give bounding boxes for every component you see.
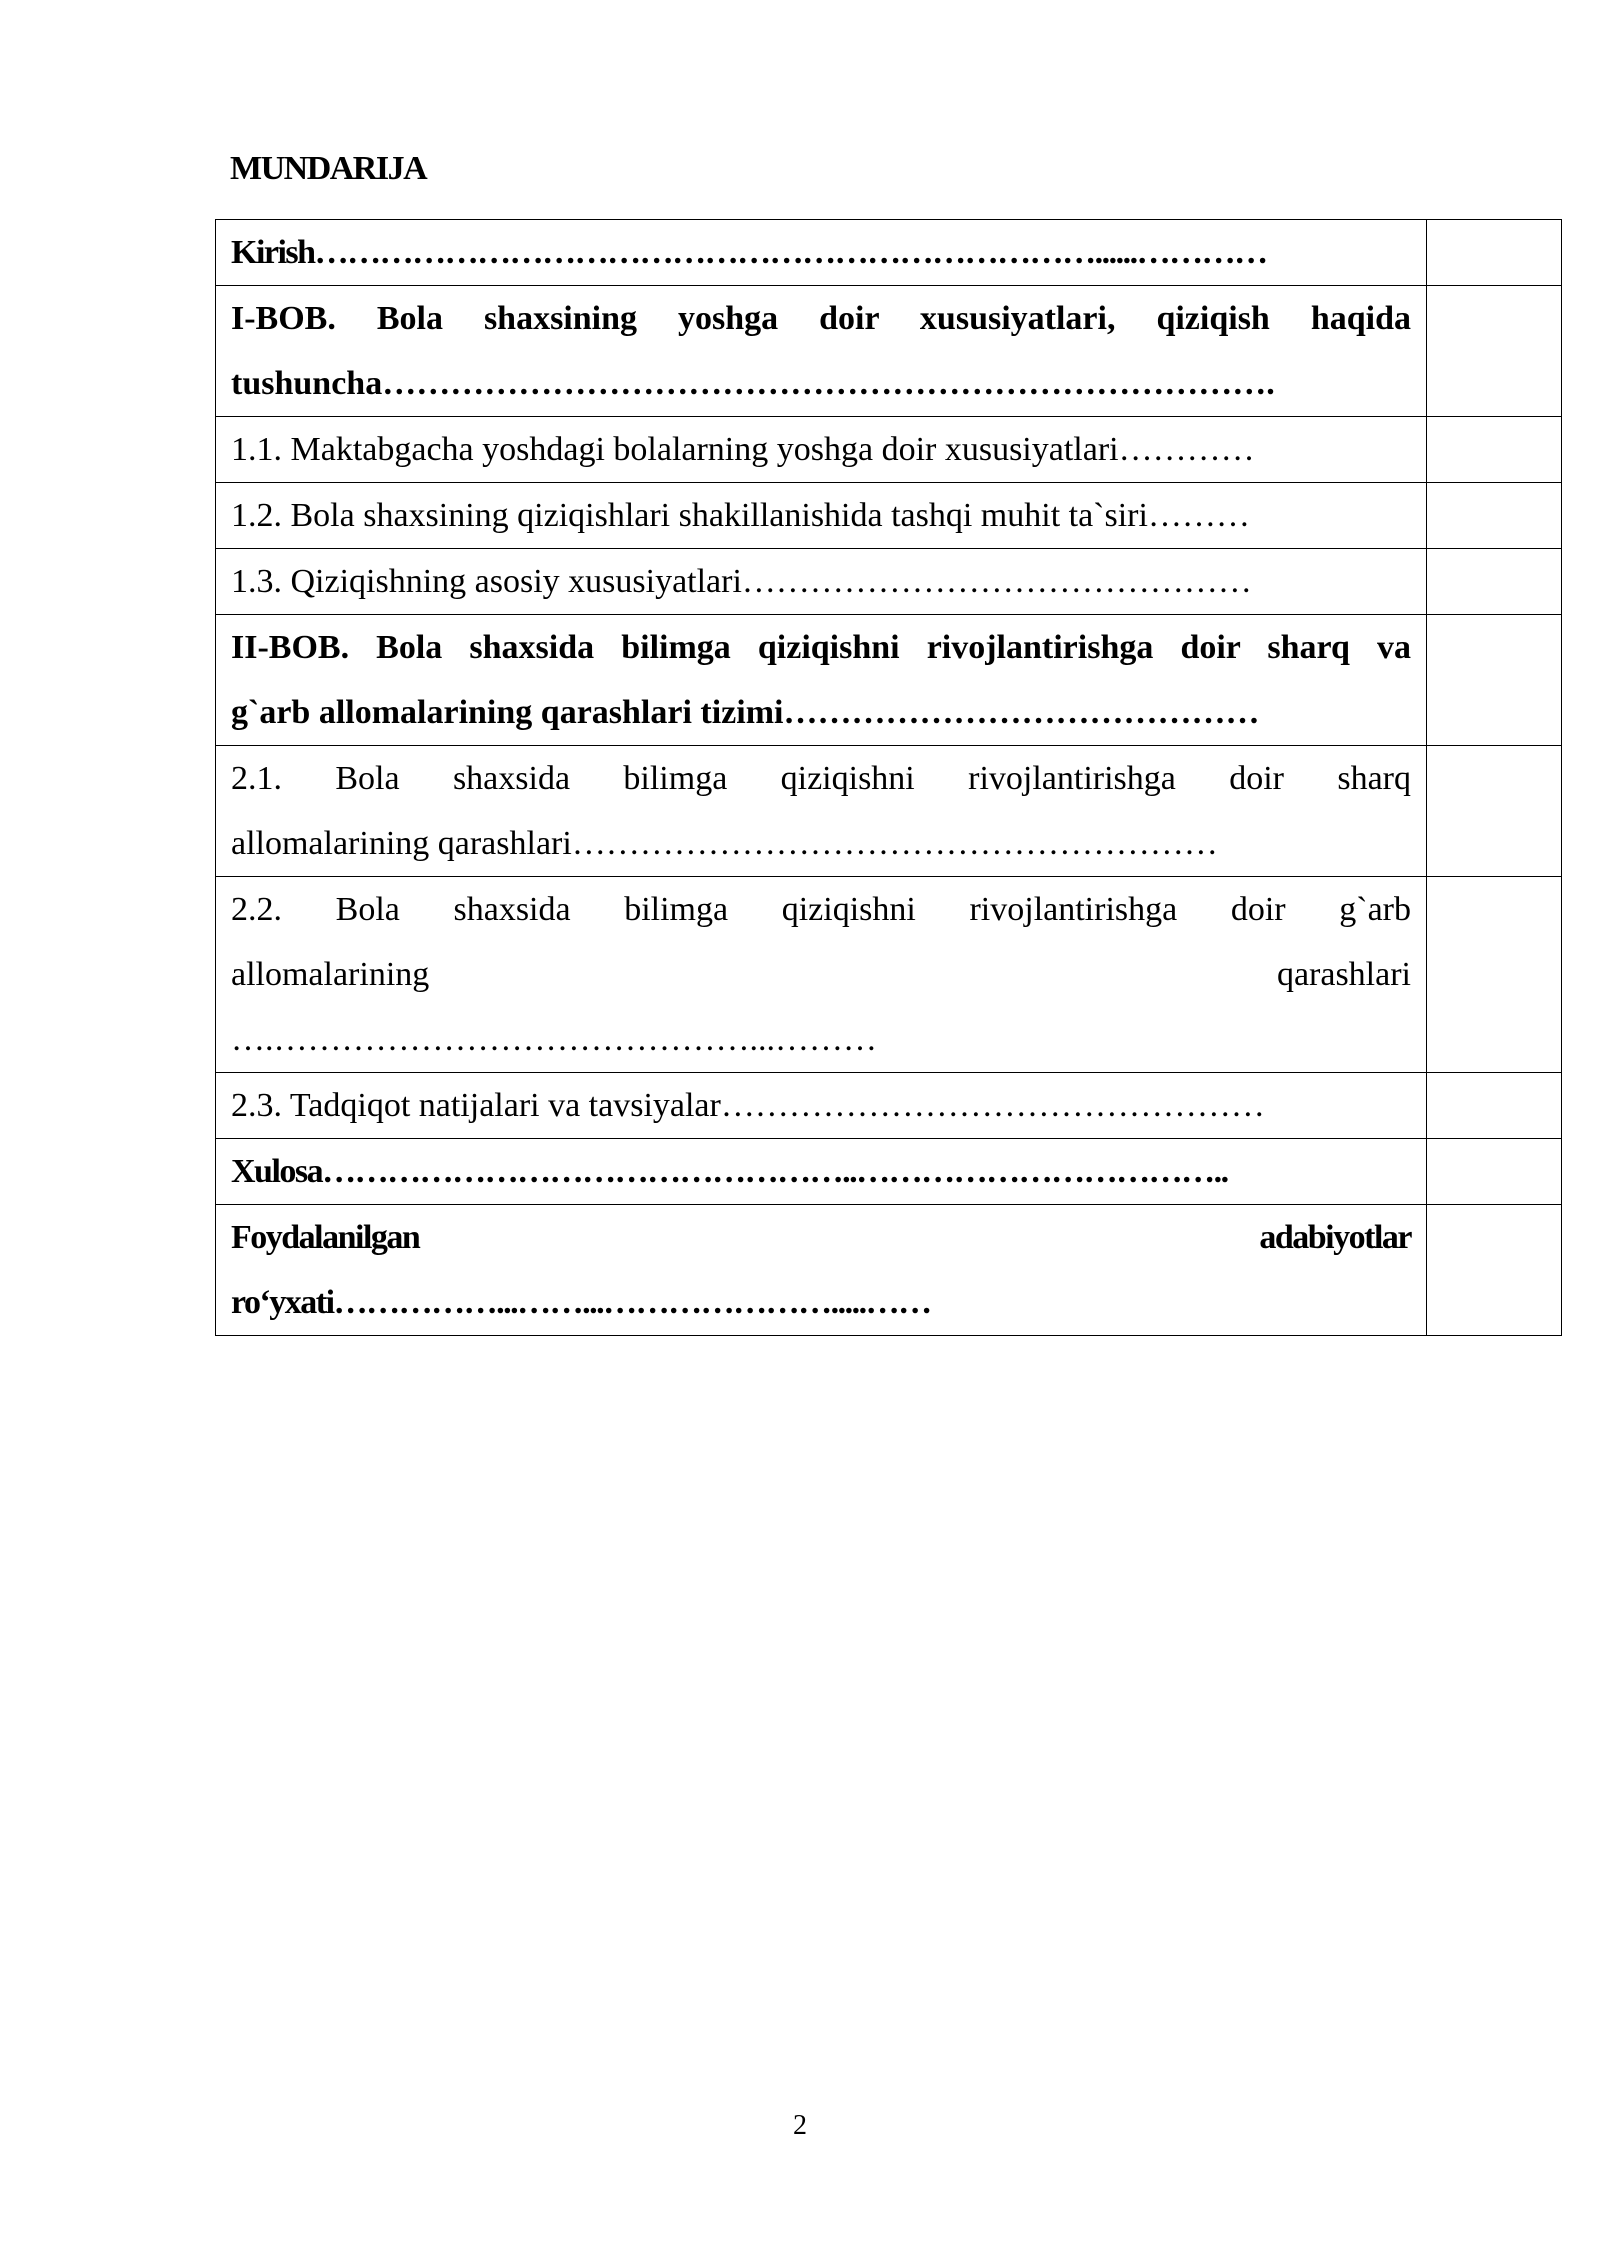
- toc-page-cell: [1427, 1073, 1562, 1139]
- toc-entry-chapter-1: [216, 286, 1427, 417]
- toc-entry-1-2: [216, 483, 1427, 549]
- toc-entry-2-2: [216, 877, 1427, 1073]
- toc-page-cell: [1427, 483, 1562, 549]
- toc-line: tushuncha…………………………………………………………………….: [231, 365, 1275, 402]
- table-row: [216, 483, 1562, 549]
- table-row: [216, 615, 1562, 746]
- toc-entry-1-3: [216, 549, 1427, 615]
- toc-page-cell: [1427, 286, 1562, 417]
- toc-line: 1.2. Bola shaxsining qiziqishlari shakillanishida tashqi muhit ta`siri………: [231, 497, 1250, 534]
- toc-line: 1.3. Qiziqishning asosiy xususiyatlari………………………………………: [231, 563, 1252, 600]
- toc-line: 2.3. Tadqiqot natijalari va tavsiyalar…………………………………………: [231, 1087, 1265, 1124]
- toc-page-cell: [1427, 877, 1562, 1073]
- toc-line: 1.1. Maktabgacha yoshdagi bolalarning yoshga doir xususiyatlari…………: [231, 431, 1255, 468]
- table-row: [216, 746, 1562, 877]
- toc-line: 2.2. Bola shaxsida bilimga qiziqishni rivojlantirishga doir g`arb: [231, 891, 1411, 928]
- toc-entry-xulosa: [216, 1139, 1427, 1205]
- table-row: [216, 1073, 1562, 1139]
- toc-line: II-BOB. Bola shaxsida bilimga qiziqishni rivojlantirishga doir sharq va: [231, 629, 1411, 666]
- toc-entry-2-3: [216, 1073, 1427, 1139]
- table-row: [216, 1205, 1562, 1336]
- toc-line: I-BOB. Bola shaxsining yoshga doir xususiyatlari, qiziqish haqida: [231, 300, 1411, 337]
- toc-line: Foydalanilgan adabiyotlar: [231, 1219, 1411, 1256]
- toc-line: allomalarining qarashlari…………………………………………………: [231, 825, 1218, 862]
- toc-entry-references: [216, 1205, 1427, 1336]
- toc-entry-1-1: [216, 417, 1427, 483]
- toc-page-cell: [1427, 615, 1562, 746]
- table-row: [216, 877, 1562, 1073]
- toc-entry-2-1: [216, 746, 1427, 877]
- toc-page-cell: [1427, 220, 1562, 286]
- toc-line: Kirish………………………………………………………………......…………: [231, 234, 1267, 271]
- toc-page-cell: [1427, 1205, 1562, 1336]
- table-row: [216, 286, 1562, 417]
- toc-line: 2.1. Bola shaxsida bilimga qiziqishni rivojlantirishga doir sharq: [231, 760, 1411, 797]
- toc-page-cell: [1427, 417, 1562, 483]
- toc-line: g`arb allomalarining qarashlari tizimi……………………………………: [231, 694, 1260, 731]
- page-number: 2: [793, 2110, 807, 2141]
- table-row: [216, 220, 1562, 286]
- table-row: [216, 549, 1562, 615]
- table-row: [216, 417, 1562, 483]
- toc-page-cell: [1427, 549, 1562, 615]
- toc-entry-chapter-2: [216, 615, 1427, 746]
- toc-heading: MUNDARIJA: [230, 150, 427, 187]
- table-row: [216, 1139, 1562, 1205]
- toc-line: Xulosa…………………………………………..……………………………..: [231, 1153, 1228, 1190]
- toc-line: ro‘yxati……………...……...………………….....……: [231, 1284, 931, 1321]
- toc-line: ….……………………………………...………: [231, 1021, 877, 1058]
- toc-page-cell: [1427, 1139, 1562, 1205]
- toc-page-cell: [1427, 746, 1562, 877]
- toc-line: allomalarining qarashlari: [231, 956, 1411, 993]
- table-of-contents: [215, 219, 1562, 1336]
- toc-entry-kirish: [216, 220, 1427, 286]
